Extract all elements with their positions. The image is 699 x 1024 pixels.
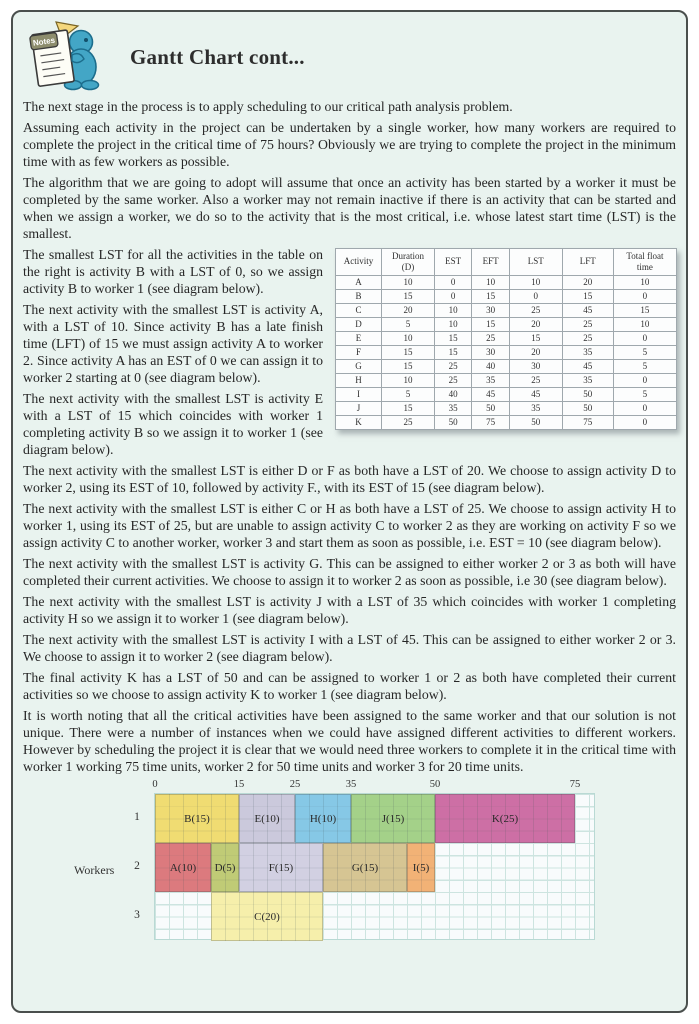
- table-cell: 0: [613, 401, 676, 415]
- activity-table: [335, 248, 677, 430]
- paragraph-9: The next activity with the smallest LST is activity G. This can be assigned to either worker 2 or 3 as both will have completed their current activities. We choose to assign it to worker 2 as soon as possible, i.e 30 (see diagram below).: [23, 556, 676, 588]
- table-cell: C: [336, 303, 382, 317]
- time-axis-tick: 25: [289, 779, 301, 790]
- table-cell: I: [336, 387, 382, 401]
- table-cell: 45: [562, 359, 613, 373]
- table-cell: 15: [509, 331, 562, 345]
- table-cell: 15: [382, 345, 435, 359]
- gantt-bar-E: E(10): [239, 794, 295, 843]
- table-header-cell: Duration (D): [382, 249, 435, 276]
- gantt-bar-G: G(15): [323, 843, 407, 892]
- table-cell: E: [336, 331, 382, 345]
- table-row: [336, 359, 677, 373]
- paragraph-11: The next activity with the smallest LST is activity I with a LST of 45. This can be assigned to either worker 2 or 3. We choose to assign it to worker 2 (see diagram below).: [23, 632, 676, 664]
- table-row: [336, 303, 677, 317]
- table-cell: 30: [509, 359, 562, 373]
- table-cell: 0: [434, 275, 472, 289]
- table-cell: 25: [434, 359, 472, 373]
- table-cell: 10: [472, 275, 510, 289]
- table-cell: 15: [382, 359, 435, 373]
- table-row: [336, 275, 677, 289]
- gantt-bar-D: D(5): [211, 843, 239, 892]
- table-cell: 75: [562, 415, 613, 429]
- table-cell: 25: [434, 373, 472, 387]
- table-cell: 10: [434, 303, 472, 317]
- table-row: [336, 387, 677, 401]
- table-cell: 5: [613, 345, 676, 359]
- table-cell: 0: [434, 289, 472, 303]
- table-cell: 0: [613, 289, 676, 303]
- table-cell: 10: [613, 317, 676, 331]
- gantt-bar-I: I(5): [407, 843, 435, 892]
- table-cell: 20: [509, 317, 562, 331]
- table-cell: 15: [434, 345, 472, 359]
- table-cell: F: [336, 345, 382, 359]
- table-cell: 45: [509, 387, 562, 401]
- table-cell: 5: [613, 387, 676, 401]
- time-axis-tick: 0: [152, 779, 158, 790]
- worker-row-label: 2: [134, 860, 140, 872]
- paragraph-7: The next activity with the smallest LST is either D or F as both have a LST of 20. We choose to assign activity D to worker 2, using its EST of 10, followed by activity F., with its EST of 15 (see diagram below).: [23, 463, 676, 495]
- page-header: [28, 20, 677, 94]
- table-header-cell: LST: [509, 249, 562, 276]
- table-cell: J: [336, 401, 382, 415]
- table-cell: 20: [382, 303, 435, 317]
- table-cell: 50: [562, 401, 613, 415]
- paragraph-2: Assuming each activity in the project can be undertaken by a single worker, how many workers are required to complete the project in the critical time of 75 hours? Obviously we are trying to complete the project in the minimum time with as few workers as possible.: [23, 120, 676, 169]
- notes-icon: [28, 21, 108, 93]
- paragraph-3: The algorithm that we are going to adopt will assume that once an activity has been started by a worker it must be completed by the same worker. Also a worker may not remain inactive if there is an activity that can be started and when we assign a worker, we do so to the activity that is the most critical, i.e. whose latest start time (LST) is the smallest.: [23, 175, 676, 241]
- table-cell: 10: [434, 317, 472, 331]
- table-cell: 50: [509, 415, 562, 429]
- table-cell: 0: [509, 289, 562, 303]
- table-cell: H: [336, 373, 382, 387]
- table-cell: 20: [509, 345, 562, 359]
- table-cell: 45: [562, 303, 613, 317]
- gantt-bar-C: C(20): [211, 892, 323, 941]
- page-title: Gantt Chart cont...: [130, 44, 305, 69]
- table-cell: D: [336, 317, 382, 331]
- paragraph-5: The next activity with the smallest LST is activity A, with a LST of 10. Since activity B has a late finish time (LFT) of 15 we must assign activity A to worker 2. Since activity A has an EST of 0 we can assign it to worker 2 starting at 0 (see diagram below).: [23, 302, 323, 385]
- paragraph-4: The smallest LST for all the activities in the table on the right is activity B with a LST of 0, so we assign activity B to worker 1 (see diagram below).: [23, 247, 323, 296]
- table-cell: 25: [509, 303, 562, 317]
- table-row: [336, 317, 677, 331]
- table-header-cell: Total float time: [613, 249, 676, 276]
- table-cell: 10: [382, 275, 435, 289]
- table-cell: 50: [472, 401, 510, 415]
- time-axis-tick: 35: [345, 779, 357, 790]
- gantt-bar-F: F(15): [239, 843, 323, 892]
- table-cell: 25: [509, 373, 562, 387]
- table-cell: 50: [562, 387, 613, 401]
- time-axis-tick: 15: [233, 779, 245, 790]
- gantt-bar-K: K(25): [435, 794, 575, 843]
- gantt-grid: [154, 793, 595, 940]
- table-cell: 35: [509, 401, 562, 415]
- paragraph-10: The next activity with the smallest LST is activity J with a LST of 35 which coincides with worker 1 completing activity H so we assign it to worker 1 (see diagram below).: [23, 594, 676, 626]
- paragraph-12: The final activity K has a LST of 50 and can be assigned to worker 1 or 2 as both have completed their current activities so we choose to assign activity K to worker 1 (see diagram below).: [23, 670, 676, 702]
- table-cell: 75: [472, 415, 510, 429]
- gantt-bar-B: B(15): [155, 794, 239, 843]
- table-cell: 10: [382, 373, 435, 387]
- activity-table-wrap: [335, 248, 677, 430]
- worker-row-label: 1: [134, 811, 140, 823]
- table-cell: 5: [382, 317, 435, 331]
- table-cell: 40: [472, 359, 510, 373]
- paragraph-1: The next stage in the process is to apply scheduling to our critical path analysis problem.: [23, 99, 513, 114]
- table-cell: 50: [434, 415, 472, 429]
- workers-axis-label: Workers: [74, 863, 115, 877]
- time-axis-tick: 75: [569, 779, 581, 790]
- table-cell: 25: [472, 331, 510, 345]
- table-header-cell: Activity: [336, 249, 382, 276]
- table-row: [336, 289, 677, 303]
- table-cell: 15: [472, 289, 510, 303]
- table-cell: 0: [613, 373, 676, 387]
- table-cell: 35: [434, 401, 472, 415]
- table-cell: 35: [472, 373, 510, 387]
- notes-page-panel: [11, 10, 688, 1013]
- table-cell: 35: [562, 345, 613, 359]
- table-cell: K: [336, 415, 382, 429]
- table-cell: 15: [382, 401, 435, 415]
- table-cell: 25: [562, 331, 613, 345]
- table-cell: 0: [613, 415, 676, 429]
- table-cell: 15: [472, 317, 510, 331]
- table-cell: 25: [562, 317, 613, 331]
- table-cell: 5: [613, 359, 676, 373]
- gantt-bar-H: H(10): [295, 794, 351, 843]
- table-header-cell: EST: [434, 249, 472, 276]
- svg-text:Notes: Notes: [32, 35, 56, 48]
- table-cell: 15: [613, 303, 676, 317]
- worker-row-label: 3: [134, 909, 140, 921]
- table-cell: 15: [562, 289, 613, 303]
- table-row: [336, 401, 677, 415]
- table-cell: G: [336, 359, 382, 373]
- table-cell: 10: [509, 275, 562, 289]
- paragraph-8: The next activity with the smallest LST is either C or H as both have a LST of 25. We choose to assign activity H to worker 1, using its EST of 25, but are unable to assign activity C to worker 2 as they are working on activity F so we assign activity C to another worker, worker 3 and start them as soon as possible, i.e. EST = 10 (see diagram below).: [23, 501, 676, 550]
- paragraph-6: The next activity with the smallest LST is activity E with a LST of 15 which coincides with worker 1 completing activity B so we assign it to worker 1 (see diagram below).: [23, 391, 323, 457]
- table-row: [336, 345, 677, 359]
- table-row: [336, 331, 677, 345]
- table-cell: 30: [472, 303, 510, 317]
- table-cell: 15: [434, 331, 472, 345]
- table-row: [336, 373, 677, 387]
- table-cell: 40: [434, 387, 472, 401]
- time-axis-tick: 50: [429, 779, 441, 790]
- table-cell: 5: [382, 387, 435, 401]
- table-cell: 25: [382, 415, 435, 429]
- table-cell: 45: [472, 387, 510, 401]
- table-cell: 35: [562, 373, 613, 387]
- table-row: [336, 415, 677, 429]
- table-cell: A: [336, 275, 382, 289]
- table-cell: B: [336, 289, 382, 303]
- table-cell: 30: [472, 345, 510, 359]
- table-cell: 10: [613, 275, 676, 289]
- table-cell: 10: [382, 331, 435, 345]
- table-cell: 20: [562, 275, 613, 289]
- table-cell: 15: [382, 289, 435, 303]
- gantt-chart: [22, 779, 677, 949]
- gantt-bar-J: J(15): [351, 794, 435, 843]
- table-header-cell: LFT: [562, 249, 613, 276]
- table-header-cell: EFT: [472, 249, 510, 276]
- paragraph-13: It is worth noting that all the critical activities have been assigned to the same worker and that our solution is not unique. There were a number of instances when we could have assigned different activities to different workers. However by scheduling the project it is clear that we would need three workers to complete it in the critical time with worker 1 working 75 time units, worker 2 for 50 time units and worker 3 for 20 time units.: [23, 708, 676, 774]
- gantt-bar-A: A(10): [155, 843, 211, 892]
- table-cell: 0: [613, 331, 676, 345]
